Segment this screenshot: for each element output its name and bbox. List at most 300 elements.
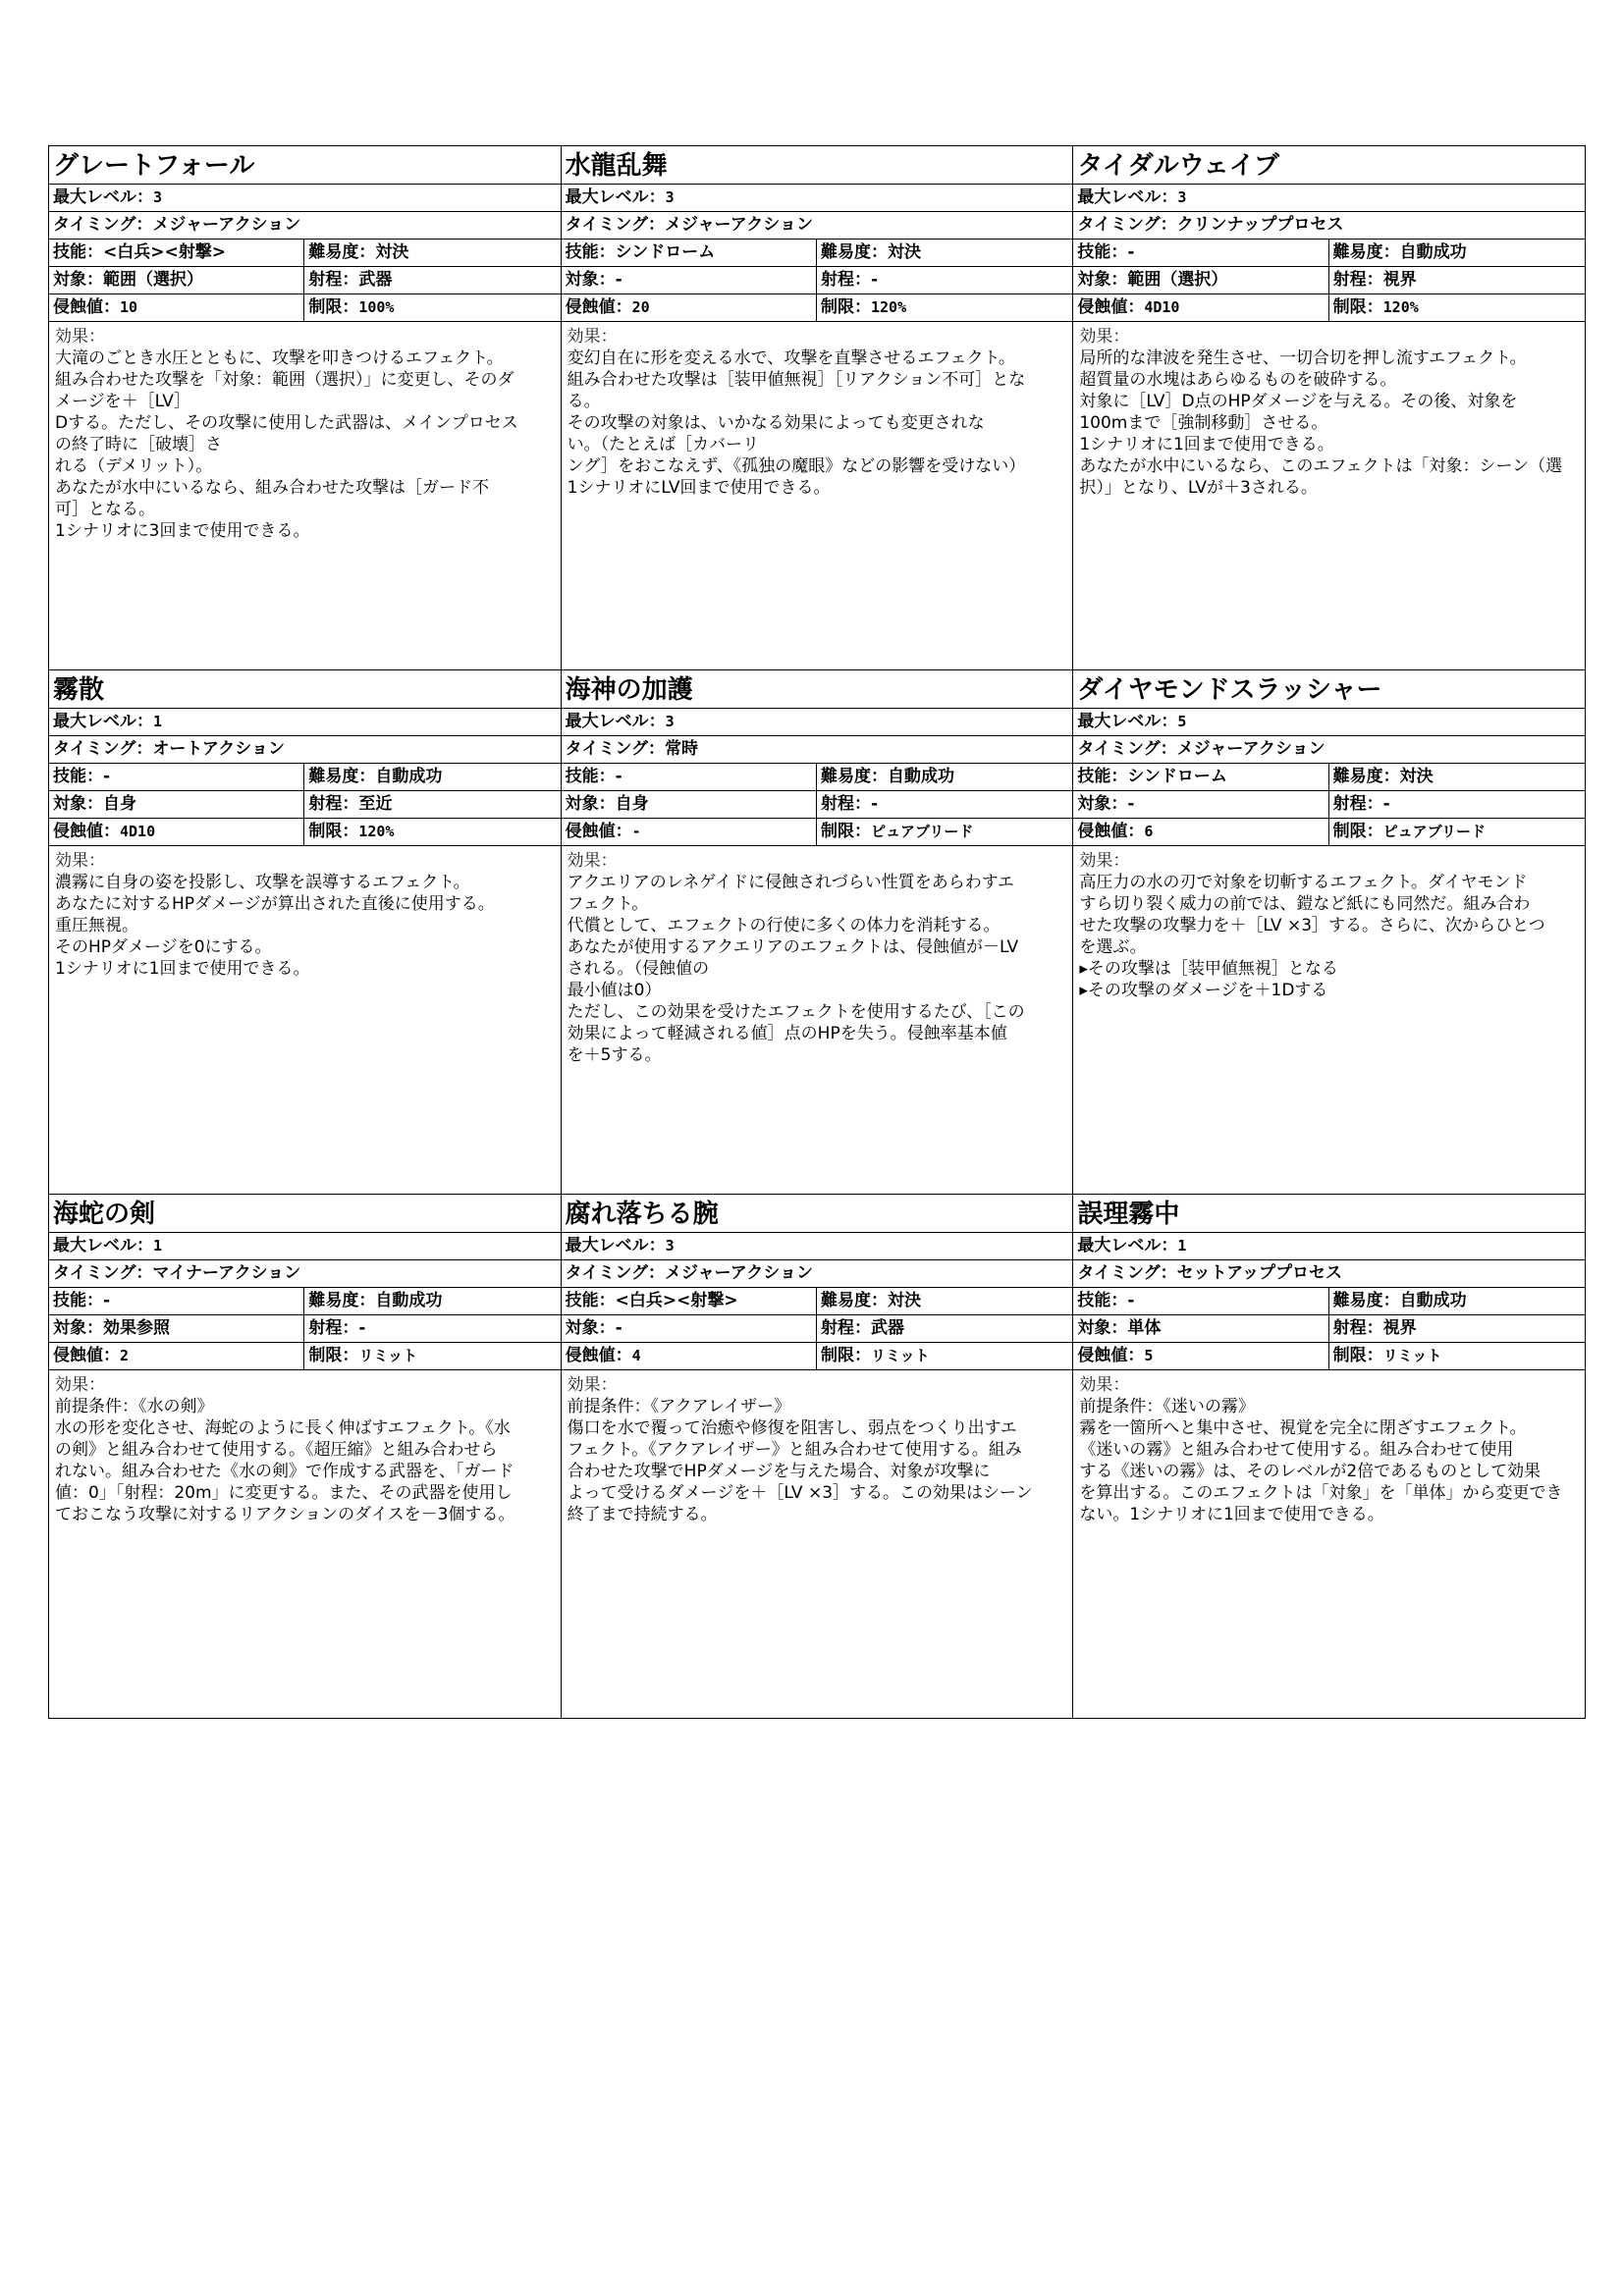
effect-line: の剣》と組み合わせて使用する。《超圧縮》と組み合わせら xyxy=(55,1440,498,1460)
erosion-limit-row xyxy=(1073,819,1585,846)
skill-value: <白兵><射撃> xyxy=(615,1291,738,1310)
limit-label: 制限： xyxy=(308,297,359,317)
timing-value: セットアッププロセス xyxy=(1176,1263,1342,1283)
effect-line: 傷口を水で覆って治癒や修復を阻害し、弱点をつくり出すエ xyxy=(567,1418,1017,1438)
range-value: 視界 xyxy=(1382,270,1417,290)
limit-label: 制限： xyxy=(820,1346,871,1365)
effect-card xyxy=(1073,670,1586,1195)
range-label: 射程： xyxy=(1332,270,1383,290)
effect-name: 海神の加護 xyxy=(565,675,693,705)
effect-label: 効果： xyxy=(567,1375,618,1395)
skill-value: シンドローム xyxy=(615,242,716,262)
effect-line: 組み合わせた攻撃を「対象：範囲（選択）」に変更し、そのダ xyxy=(55,370,514,390)
timing-row xyxy=(562,1260,1073,1288)
erosion-limit-row xyxy=(49,819,561,846)
card-title xyxy=(562,1195,1073,1233)
max-level-row xyxy=(562,709,1073,736)
target-range-row xyxy=(1073,267,1585,294)
effect-line: ない。1シナリオに1回まで使用できる。 xyxy=(1079,1505,1384,1524)
limit-label: 制限： xyxy=(308,822,359,841)
target-range-row xyxy=(1073,1315,1585,1343)
skill-difficulty-row xyxy=(562,1288,1073,1315)
max-level-label: 最大レベル： xyxy=(53,187,153,207)
effect-line: れる（デメリット）。 xyxy=(55,456,213,476)
limit-value: 120% xyxy=(870,298,907,316)
max-level-row xyxy=(49,709,561,736)
effect-text xyxy=(562,322,1073,669)
effect-line: あなたが水中にいるなら、組み合わせた攻撃は［ガード不 xyxy=(55,478,489,498)
timing-label: タイミング： xyxy=(1077,215,1177,235)
target-value: - xyxy=(615,1318,622,1338)
range-label: 射程： xyxy=(820,794,871,814)
skill-value: - xyxy=(103,1291,111,1310)
max-level-row xyxy=(562,1233,1073,1260)
effect-line: 水の形を変化させ、海蛇のように長く伸ばすエフェクト。《水 xyxy=(55,1418,511,1438)
effect-text xyxy=(1073,1370,1585,1718)
range-value: 武器 xyxy=(358,270,393,290)
erosion-limit-row xyxy=(562,1343,1073,1370)
card-title xyxy=(562,146,1073,185)
max-level-value: 3 xyxy=(665,188,675,206)
effect-label: 効果： xyxy=(55,327,105,347)
range-label: 射程： xyxy=(820,1318,871,1338)
erosion-label: 侵蝕値： xyxy=(565,297,632,317)
difficulty-value: 自動成功 xyxy=(1399,242,1467,262)
difficulty-label: 難易度： xyxy=(820,242,888,262)
max-level-row xyxy=(49,185,561,212)
effect-line: ング］をおこなえず、《孤独の魔眼》などの影響を受けない） xyxy=(567,456,1026,476)
erosion-value: 4D10 xyxy=(120,823,156,840)
difficulty-value: 対決 xyxy=(887,1291,921,1310)
range-value: - xyxy=(358,1318,366,1338)
target-label: 対象： xyxy=(1077,794,1128,814)
limit-value: 100% xyxy=(358,298,395,316)
difficulty-label: 難易度： xyxy=(820,767,888,786)
effect-card xyxy=(562,670,1074,1195)
effect-line: 択）」となり、LVが＋3される。 xyxy=(1079,478,1318,498)
erosion-label: 侵蝕値： xyxy=(565,1346,632,1365)
target-range-row xyxy=(562,267,1073,294)
timing-row xyxy=(562,736,1073,764)
skill-label: 技能： xyxy=(565,242,616,262)
effect-label: 効果： xyxy=(55,1375,105,1395)
timing-row xyxy=(49,736,561,764)
effect-label: 効果： xyxy=(567,851,618,871)
effect-name: 霧散 xyxy=(53,675,105,705)
effect-line: 1シナリオに1回まで使用できる。 xyxy=(1079,435,1334,454)
effect-line: ▸その攻撃は［装甲値無視］となる xyxy=(1079,959,1338,979)
erosion-limit-row xyxy=(562,294,1073,322)
effect-line: あなたに対するHPダメージが算出された直後に使用する。 xyxy=(55,894,495,914)
effect-body xyxy=(568,1396,1067,1525)
card-title xyxy=(49,670,561,709)
skill-difficulty-row xyxy=(49,240,561,267)
range-value: - xyxy=(870,794,879,814)
effect-name: 海蛇の剣 xyxy=(53,1200,156,1229)
effect-card xyxy=(1073,1195,1586,1719)
target-value: - xyxy=(615,270,622,290)
effect-line: せた攻撃の攻撃力を＋［LV ×3］する。さらに、次からひとつ xyxy=(1079,916,1545,935)
erosion-label: 侵蝕値： xyxy=(53,822,120,841)
skill-label: 技能： xyxy=(53,242,103,262)
max-level-value: 3 xyxy=(665,713,675,730)
timing-value: メジャーアクション xyxy=(1176,739,1325,759)
effect-body xyxy=(568,347,1067,499)
range-label: 射程： xyxy=(820,270,871,290)
erosion-label: 侵蝕値： xyxy=(565,822,632,841)
effect-line: アクエリアのレネゲイドに侵蝕されづらい性質をあらわすエ xyxy=(567,873,1014,892)
erosion-value: - xyxy=(631,823,641,840)
range-label: 射程： xyxy=(1332,794,1383,814)
erosion-label: 侵蝕値： xyxy=(53,1346,120,1365)
limit-value: 120% xyxy=(1382,298,1419,316)
target-value: 範囲（選択） xyxy=(103,270,203,290)
target-value: 単体 xyxy=(1127,1318,1162,1338)
effect-line: 効果によって軽減される値］点のHPを失う。侵蝕率基本値 xyxy=(567,1024,1007,1043)
effect-name: ダイヤモンドスラッシャー xyxy=(1077,675,1382,705)
effect-line: 《迷いの霧》と組み合わせて使用する。組み合わせて使用 xyxy=(1079,1440,1514,1460)
max-level-label: 最大レベル： xyxy=(53,1236,153,1255)
erosion-limit-row xyxy=(1073,294,1585,322)
effect-line: あなたが使用するアクエリアのエフェクトは、侵蝕値が－LV xyxy=(567,937,1019,957)
effect-line: メージを＋［LV］ xyxy=(55,392,190,411)
difficulty-label: 難易度： xyxy=(308,767,376,786)
effect-card xyxy=(49,1195,562,1719)
effect-line: 値：0」「射程：20m」に変更する。また、その武器を使用し xyxy=(55,1483,513,1503)
max-level-value: 1 xyxy=(153,1237,163,1255)
limit-value: 120% xyxy=(358,823,395,840)
max-level-value: 3 xyxy=(1177,188,1187,206)
target-label: 対象： xyxy=(1077,1318,1128,1338)
effect-line: 1シナリオに3回まで使用できる。 xyxy=(55,521,310,541)
effect-line: フェクト。 xyxy=(567,894,649,914)
effect-line: ▸その攻撃のダメージを＋1Dする xyxy=(1079,981,1328,1000)
target-label: 対象： xyxy=(1077,270,1128,290)
max-level-label: 最大レベル： xyxy=(1077,187,1178,207)
skill-difficulty-row xyxy=(49,764,561,791)
difficulty-label: 難易度： xyxy=(1332,1291,1400,1310)
effect-line: を＋5する。 xyxy=(567,1045,662,1065)
effect-card xyxy=(1073,146,1586,670)
skill-value: - xyxy=(615,767,622,786)
effect-line: すら切り裂く威力の前では、鎧など紙にも同然だ。組み合わ xyxy=(1079,894,1531,914)
difficulty-label: 難易度： xyxy=(1332,767,1400,786)
target-label: 対象： xyxy=(565,1318,616,1338)
effect-label: 効果： xyxy=(1079,1375,1130,1395)
effect-card xyxy=(562,146,1074,670)
effect-body xyxy=(568,872,1067,1066)
range-label: 射程： xyxy=(308,270,359,290)
effect-text xyxy=(49,322,561,669)
effect-line: の終了時に［破壊］さ xyxy=(55,435,222,454)
effect-text xyxy=(562,846,1073,1194)
limit-label: 制限： xyxy=(1332,1346,1383,1365)
effect-card xyxy=(49,146,562,670)
erosion-limit-row xyxy=(49,1343,561,1370)
difficulty-value: 対決 xyxy=(1399,767,1434,786)
target-label: 対象： xyxy=(565,270,616,290)
erosion-value: 20 xyxy=(631,298,650,316)
target-value: 自身 xyxy=(615,794,649,814)
erosion-label: 侵蝕値： xyxy=(1077,1346,1145,1365)
target-label: 対象： xyxy=(53,794,103,814)
timing-value: オートアクション xyxy=(152,739,285,759)
effect-line: その攻撃の対象は、いかなる効果によっても変更されな xyxy=(567,413,985,433)
timing-value: 常時 xyxy=(664,739,698,759)
effect-text xyxy=(49,846,561,1194)
skill-label: 技能： xyxy=(565,767,616,786)
target-range-row xyxy=(49,791,561,819)
limit-label: 制限： xyxy=(308,1346,359,1365)
skill-label: 技能： xyxy=(1077,767,1128,786)
timing-value: メジャーアクション xyxy=(664,1263,813,1283)
effect-line: 濃霧に自身の姿を投影し、攻撃を誤導するエフェクト。 xyxy=(55,873,470,892)
timing-label: タイミング： xyxy=(565,215,665,235)
erosion-label: 侵蝕値： xyxy=(53,297,120,317)
target-value: 範囲（選択） xyxy=(1127,270,1228,290)
range-value: 武器 xyxy=(870,1318,904,1338)
limit-label: 制限： xyxy=(820,822,871,841)
erosion-value: 4D10 xyxy=(1144,298,1180,316)
effect-line: される。（侵蝕値の xyxy=(567,959,710,979)
timing-label: タイミング： xyxy=(1077,739,1177,759)
erosion-value: 6 xyxy=(1144,823,1154,840)
difficulty-value: 自動成功 xyxy=(1399,1291,1467,1310)
effect-text xyxy=(49,1370,561,1718)
max-level-label: 最大レベル： xyxy=(565,187,666,207)
erosion-value: 4 xyxy=(631,1347,641,1364)
skill-value: シンドローム xyxy=(1127,767,1227,786)
timing-label: タイミング： xyxy=(53,215,153,235)
effect-line: 合わせた攻撃でHPダメージを与えた場合、対象が攻撃に xyxy=(567,1462,991,1481)
skill-label: 技能： xyxy=(53,767,103,786)
effect-line: 高圧力の水の刃で対象を切斬するエフェクト。ダイヤモンド xyxy=(1079,873,1528,892)
target-value: 自身 xyxy=(103,794,136,814)
effect-text xyxy=(1073,846,1585,1194)
skill-label: 技能： xyxy=(1077,242,1128,262)
effect-name: タイダルウェイブ xyxy=(1077,151,1279,181)
effect-line: 可］となる。 xyxy=(55,500,155,519)
effect-line: する《迷いの霧》は、そのレベルが2倍であるものとして効果 xyxy=(1079,1462,1542,1481)
effect-line: 前提条件：《アクアレイザー》 xyxy=(567,1397,791,1416)
limit-label: 制限： xyxy=(820,297,871,317)
max-level-value: 1 xyxy=(1177,1237,1187,1255)
card-title xyxy=(1073,1195,1585,1233)
effect-line: そのHPダメージを0にする。 xyxy=(55,937,272,957)
target-value: - xyxy=(1127,794,1135,814)
timing-label: タイミング： xyxy=(1077,1263,1177,1283)
difficulty-label: 難易度： xyxy=(1332,242,1400,262)
effect-name: 腐れ落ちる腕 xyxy=(565,1200,719,1229)
timing-value: クリンナッププロセス xyxy=(1176,215,1344,235)
effect-label: 効果： xyxy=(55,851,105,871)
skill-difficulty-row xyxy=(1073,1288,1585,1315)
effect-line: 大滝のごとき水圧とともに、攻撃を叩きつけるエフェクト。 xyxy=(55,348,504,368)
limit-label: 制限： xyxy=(1332,822,1383,841)
timing-value: メジャーアクション xyxy=(664,215,813,235)
card-title xyxy=(49,146,561,185)
timing-row xyxy=(1073,212,1585,240)
limit-value: リミット xyxy=(870,1347,930,1364)
skill-label: 技能： xyxy=(1077,1291,1128,1310)
effect-text xyxy=(562,1370,1073,1718)
effect-label: 効果： xyxy=(1079,851,1130,871)
erosion-label: 侵蝕値： xyxy=(1077,822,1145,841)
timing-label: タイミング： xyxy=(53,1263,153,1283)
limit-label: 制限： xyxy=(1332,297,1383,317)
difficulty-label: 難易度： xyxy=(308,242,376,262)
effect-body xyxy=(1079,347,1579,499)
difficulty-value: 対決 xyxy=(887,242,921,262)
effect-card xyxy=(562,1195,1074,1719)
difficulty-value: 自動成功 xyxy=(375,1291,443,1310)
effect-line: 組み合わせた攻撃は［装甲値無視］［リアクション不可］とな xyxy=(567,370,1026,390)
max-level-value: 5 xyxy=(1177,713,1187,730)
effect-line: を算出する。このエフェクトは「対象」を「単体」から変更でき xyxy=(1079,1483,1563,1503)
skill-label: 技能： xyxy=(565,1291,616,1310)
erosion-value: 5 xyxy=(1144,1347,1154,1364)
skill-difficulty-row xyxy=(562,764,1073,791)
difficulty-label: 難易度： xyxy=(820,1291,888,1310)
max-level-row xyxy=(1073,709,1585,736)
skill-difficulty-row xyxy=(1073,764,1585,791)
timing-row xyxy=(49,212,561,240)
effect-line: 前提条件：《水の剣》 xyxy=(55,1397,214,1416)
range-value: - xyxy=(870,270,879,290)
target-range-row xyxy=(49,267,561,294)
effect-line: を選ぶ。 xyxy=(1079,937,1147,957)
range-label: 射程： xyxy=(308,1318,359,1338)
effect-label: 効果： xyxy=(1079,327,1130,347)
timing-value: メジャーアクション xyxy=(152,215,301,235)
card-title xyxy=(1073,670,1585,709)
effect-line: フェクト。《アクアレイザー》と組み合わせて使用する。組み xyxy=(567,1440,1022,1460)
difficulty-label: 難易度： xyxy=(308,1291,376,1310)
range-value: 至近 xyxy=(358,794,393,814)
skill-difficulty-row xyxy=(1073,240,1585,267)
timing-label: タイミング： xyxy=(565,739,665,759)
effect-card-sheet xyxy=(48,145,1586,1719)
effect-line: 終了まで持続する。 xyxy=(567,1505,718,1524)
skill-value: <白兵><射撃> xyxy=(103,242,226,262)
max-level-label: 最大レベル： xyxy=(1077,712,1178,731)
effect-line: い。（たとえば［カバーリ xyxy=(567,435,760,454)
target-label: 対象： xyxy=(53,1318,103,1338)
effect-line: 重圧無視。 xyxy=(55,916,138,935)
card-title xyxy=(562,670,1073,709)
limit-value: ピュアブリード xyxy=(1382,823,1487,840)
effect-text xyxy=(1073,322,1585,669)
target-range-row xyxy=(1073,791,1585,819)
effect-line: 1シナリオに1回まで使用できる。 xyxy=(55,959,310,979)
difficulty-value: 対決 xyxy=(375,242,409,262)
skill-difficulty-row xyxy=(562,240,1073,267)
effect-line: 局所的な津波を発生させ、一切合切を押し流すエフェクト。 xyxy=(1079,348,1527,368)
effect-line: れない。組み合わせた《水の剣》で作成する武器を、「ガード xyxy=(55,1462,514,1481)
effect-line: 代償として、エフェクトの行使に多くの体力を消耗する。 xyxy=(567,916,1001,935)
effect-line: ただし、この効果を受けたエフェクトを使用するたび、［この xyxy=(567,1002,1025,1022)
effect-body xyxy=(55,347,555,542)
target-range-row xyxy=(562,1315,1073,1343)
timing-label: タイミング： xyxy=(565,1263,665,1283)
effect-line: る。 xyxy=(567,392,601,411)
max-level-label: 最大レベル： xyxy=(565,712,666,731)
effect-line: あなたが水中にいるなら、このエフェクトは「対象：シーン（選 xyxy=(1079,456,1563,476)
difficulty-value: 自動成功 xyxy=(375,767,443,786)
effect-line: 変幻自在に形を変える水で、攻撃を直撃させるエフェクト。 xyxy=(567,348,1015,368)
max-level-value: 3 xyxy=(153,188,163,206)
effect-body xyxy=(55,1396,555,1525)
erosion-limit-row xyxy=(1073,1343,1585,1370)
effect-line: 対象に［LV］D点のHPダメージを与える。その後、対象を xyxy=(1079,392,1518,411)
effect-body xyxy=(1079,872,1579,1001)
timing-label: タイミング： xyxy=(53,739,153,759)
skill-value: - xyxy=(1127,1291,1135,1310)
max-level-label: 最大レベル： xyxy=(53,712,153,731)
effect-line: 1シナリオにLV回まで使用できる。 xyxy=(567,478,831,498)
skill-value: - xyxy=(1127,242,1135,262)
difficulty-value: 自動成功 xyxy=(887,767,954,786)
effect-line: Dする。ただし、その攻撃に使用した武器は、メインプロセス xyxy=(55,413,518,433)
limit-value: リミット xyxy=(1382,1347,1442,1364)
effect-line: 超質量の水塊はあらゆるものを破砕する。 xyxy=(1079,370,1397,390)
max-level-row xyxy=(1073,1233,1585,1260)
range-value: 視界 xyxy=(1382,1318,1417,1338)
effect-name: グレートフォール xyxy=(53,151,255,181)
skill-difficulty-row xyxy=(49,1288,561,1315)
erosion-limit-row xyxy=(49,294,561,322)
timing-row xyxy=(1073,1260,1585,1288)
max-level-value: 1 xyxy=(153,713,163,730)
effect-body xyxy=(1079,1396,1579,1525)
target-label: 対象： xyxy=(565,794,616,814)
effect-name: 誤理霧中 xyxy=(1077,1200,1180,1229)
erosion-value: 10 xyxy=(120,298,138,316)
effect-card xyxy=(49,670,562,1195)
effect-body xyxy=(55,872,555,980)
effect-line: ておこなう攻撃に対するリアクションのダイスを－3個する。 xyxy=(55,1505,515,1524)
range-value: - xyxy=(1382,794,1390,814)
target-value: 効果参照 xyxy=(103,1318,170,1338)
max-level-value: 3 xyxy=(665,1237,675,1255)
card-title xyxy=(1073,146,1585,185)
timing-row xyxy=(562,212,1073,240)
skill-label: 技能： xyxy=(53,1291,103,1310)
target-range-row xyxy=(562,791,1073,819)
range-label: 射程： xyxy=(308,794,359,814)
skill-value: - xyxy=(103,767,111,786)
effect-line: 前提条件：《迷いの霧》 xyxy=(1079,1397,1255,1416)
max-level-label: 最大レベル： xyxy=(1077,1236,1178,1255)
limit-value: ピュアブリード xyxy=(870,823,974,840)
timing-row xyxy=(49,1260,561,1288)
effect-line: 100mまで［強制移動］させる。 xyxy=(1079,413,1328,433)
effect-line: 霧を一箇所へと集中させ、視覚を完全に閉ざすエフェクト。 xyxy=(1079,1418,1527,1438)
effect-label: 効果： xyxy=(567,327,618,347)
max-level-row xyxy=(562,185,1073,212)
range-label: 射程： xyxy=(1332,1318,1383,1338)
timing-row xyxy=(1073,736,1585,764)
timing-value: マイナーアクション xyxy=(152,1263,301,1283)
erosion-label: 侵蝕値： xyxy=(1077,297,1145,317)
target-range-row xyxy=(49,1315,561,1343)
effect-line: 最小値は0） xyxy=(567,981,662,1000)
max-level-label: 最大レベル： xyxy=(565,1236,666,1255)
erosion-limit-row xyxy=(562,819,1073,846)
erosion-value: 2 xyxy=(120,1347,130,1364)
effect-line: よって受けるダメージを＋［LV ×3］する。この効果はシーン xyxy=(567,1483,1033,1503)
limit-value: リミット xyxy=(358,1347,418,1364)
